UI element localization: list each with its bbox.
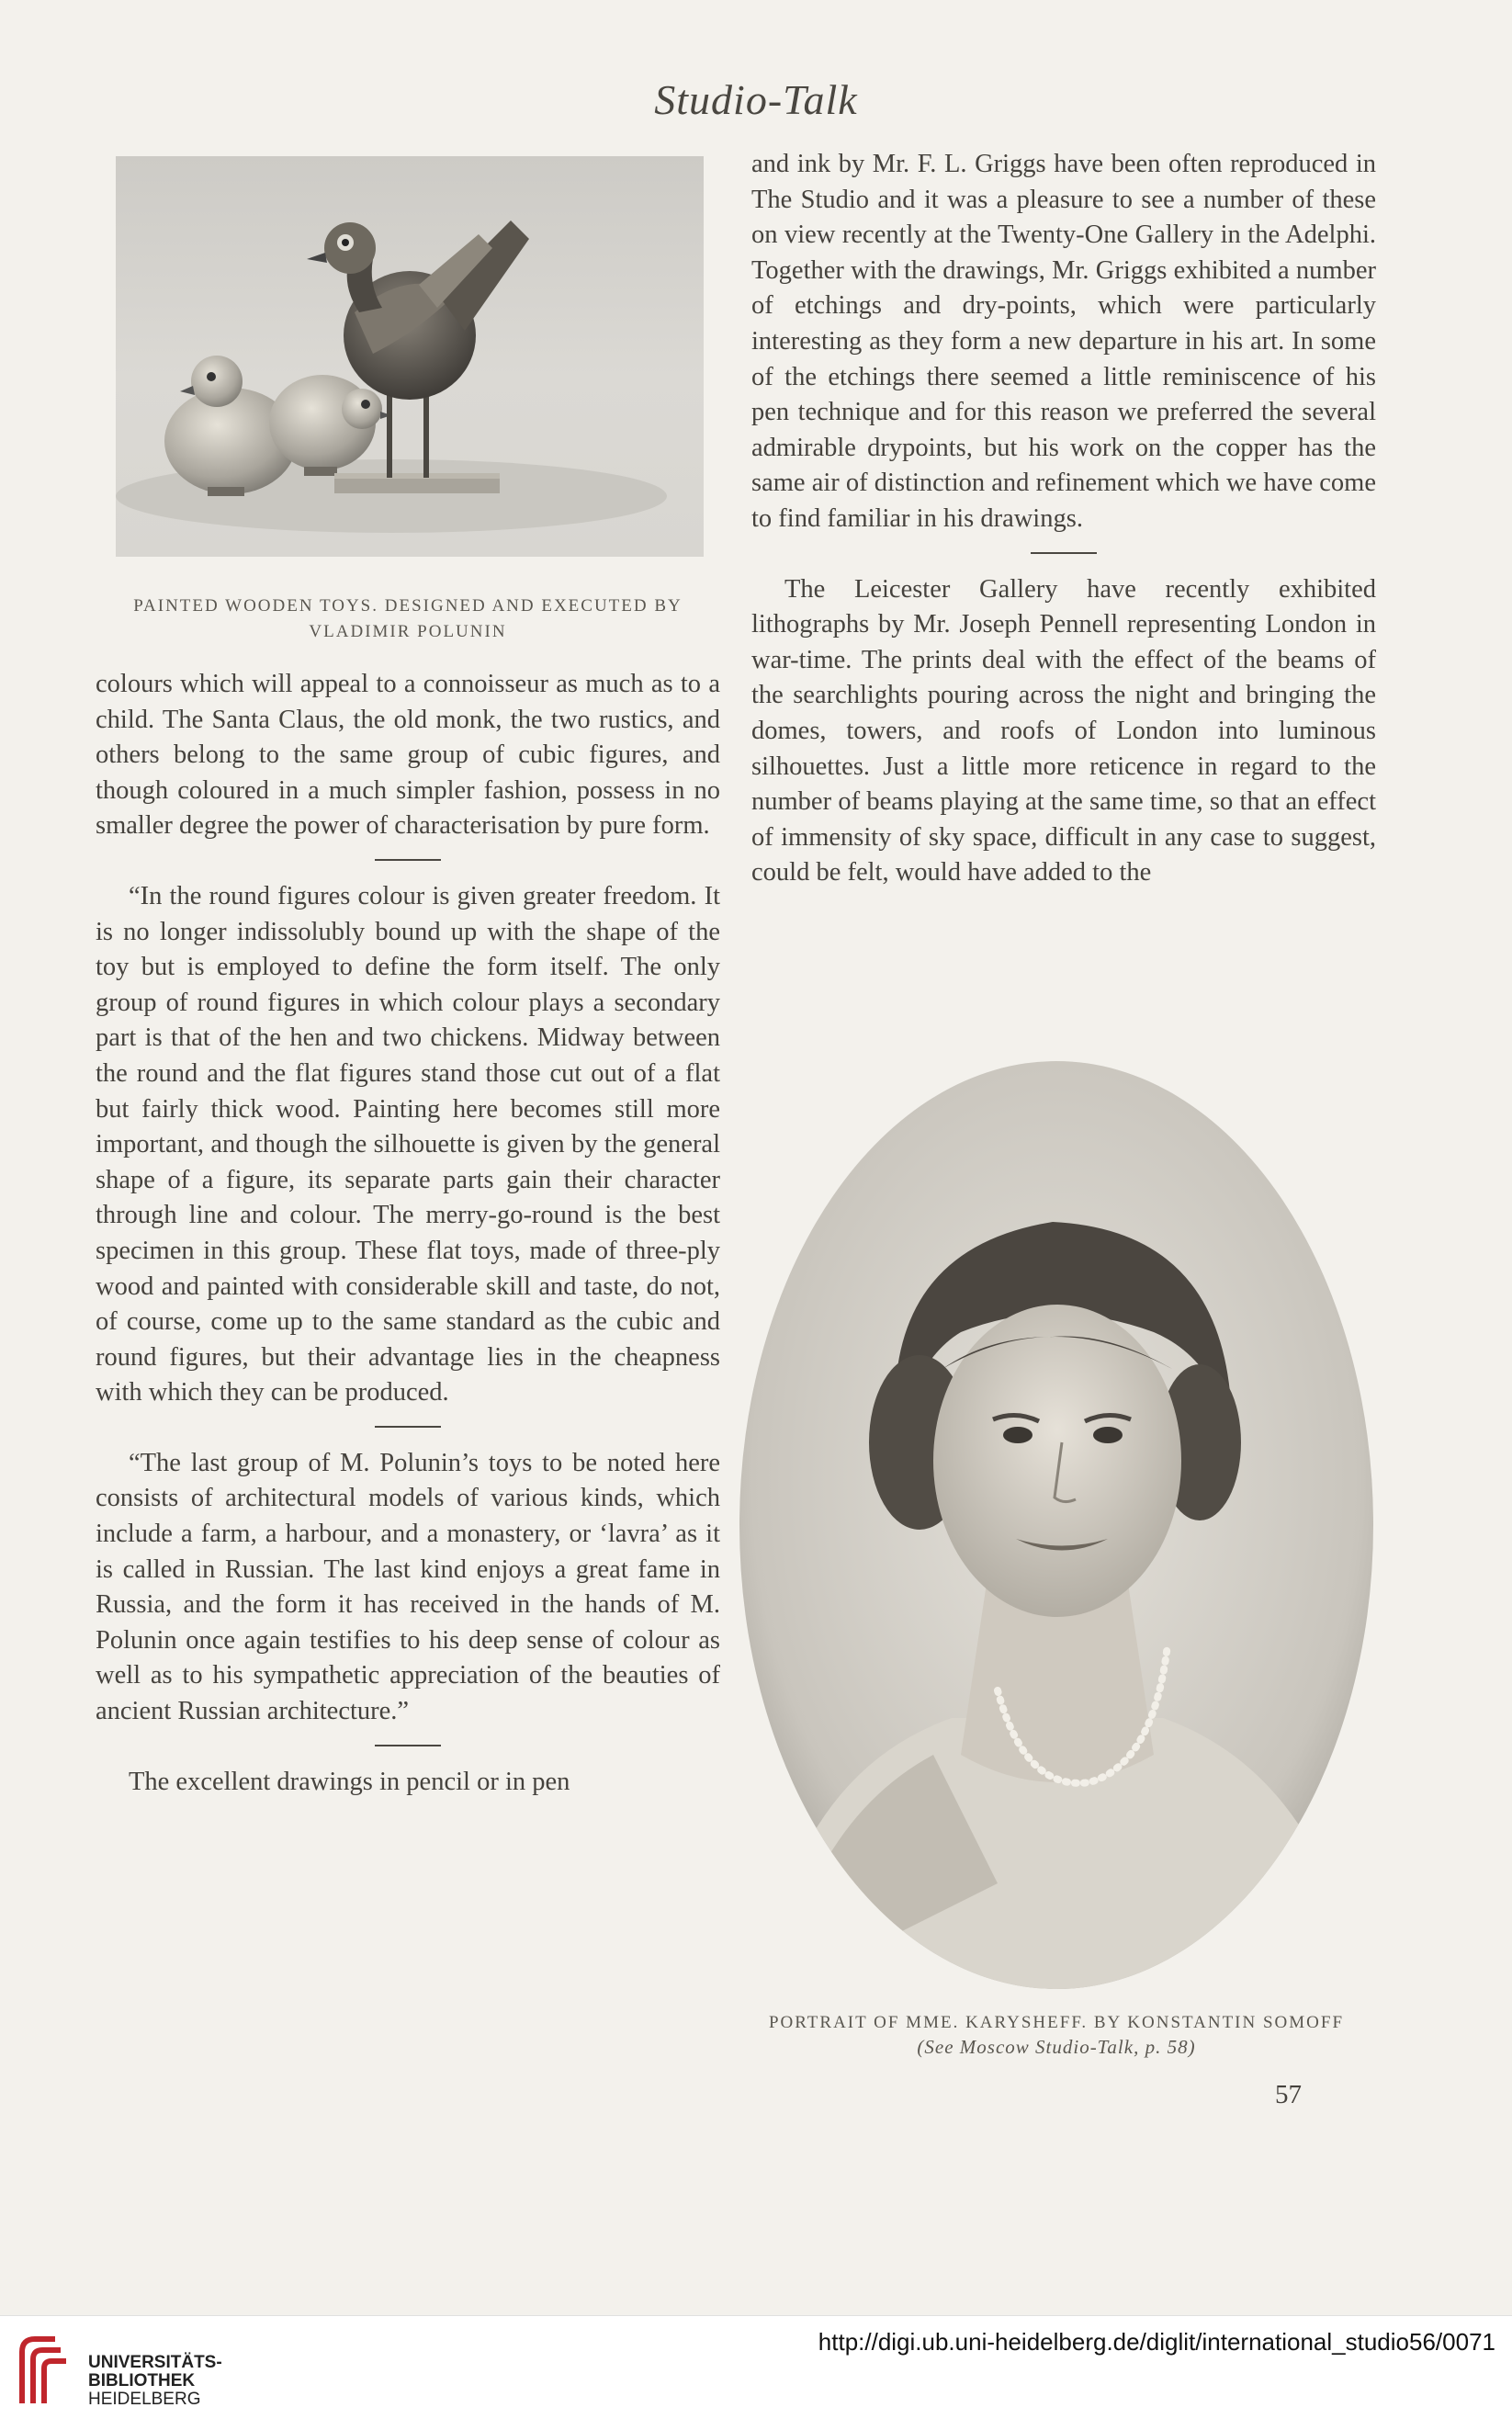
- portrait-illustration: [722, 1057, 1391, 1994]
- institution-line-2: BIBLIOTHEK: [88, 2371, 196, 2390]
- right-paragraph-2: The Leicester Gallery have recently exhibited lithographs by Mr. Joseph Pennell representing London in war-time. The prints deal with the effect of the beams of the searchlights pouring across the night and bringing the domes, towers, and roofs of London into luminous silhouettes. Just a little more reticence in regard to the number of beams playing at the same time, so that an effect of immensity of sky space, difficult in any case to suggest, could be felt, would have added to the: [751, 574, 1376, 887]
- section-rule: [375, 1745, 441, 1746]
- left-paragraph-4: The excellent drawings in pencil or in pen: [129, 1767, 570, 1796]
- right-paragraph-1: and ink by Mr. F. L. Griggs have been often reproduced in The Studio and it was a pleasure to see a number of these on view recently at the Twenty-One Gallery in the Adelphi. Together with the drawings, Mr. Griggs exhibited a number of etchings and dry-points, which were particularly interesting as they form a new departure in his art. In some of the etchings there seemed a little reminiscence of his pen technique and for this reason we preferred the several admirable drypoints, but his work on the copper has the same air of distinction and refinement which we have come to find familiar in his drawings.: [751, 150, 1376, 533]
- toys-illustration: [116, 156, 704, 557]
- portrait-caption-reference: (See Moscow Studio-Talk, p. 58): [917, 2036, 1196, 2058]
- section-rule: [375, 859, 441, 861]
- institution-line-1: UNIVERSITÄTS-: [88, 2353, 222, 2372]
- left-paragraph-2: “In the round figures colour is given greater freedom. It is no longer indissolubly bound up with the shape of the toy but is employed to define the form itself. The only group of round figures in which colour plays a secondary part is that of the hen and two chickens. Midway between the round and the flat figures stand those cut out of a flat but fairly thick wood. Painting here becomes still more important, and though the silhouette is given by the general shape of a figure, its separate parts gain their character through line and colour. The merry-go-round is the best specimen in this group. These flat toys, made of three-ply wood and painted with considerable skill and taste, do not, of course, come up to the same standard as the cubic and round figures, but their advantage lies in the cheapness with which they can be produced.: [96, 881, 720, 1407]
- section-rule: [1031, 552, 1097, 554]
- toys-caption: [96, 593, 720, 645]
- portrait-image: [722, 1057, 1391, 1994]
- section-rule: [375, 1426, 441, 1428]
- left-paragraph-1: colours which will appeal to a connoisseur as much as to a child. The Santa Claus, the old monk, the two rustics, and others belong to the same group of cubic figures, and though coloured in a much simpler fashion, possess in no smaller degree the power of characterisation by pure form.: [96, 670, 720, 841]
- portrait-caption: PORTRAIT OF MME. KARYSHEFF. BY KONSTANTIN SOMOFF: [768, 2013, 1345, 2032]
- toys-caption-line-2: VLADIMIR POLUNIN: [309, 622, 507, 641]
- toys-caption-line-1: PAINTED WOODEN TOYS. DESIGNED AND EXECUTED BY: [133, 596, 683, 616]
- university-logo-icon: [15, 2332, 73, 2409]
- toys-photograph: [116, 156, 704, 557]
- page-number: 57: [1275, 2080, 1302, 2109]
- running-head: Studio-Talk: [654, 76, 858, 123]
- left-paragraph-3: “The last group of M. Polunin’s toys to be noted here consists of architectural models of various kinds, which include a farm, a harbour, and a monastery, or ‘lavra’ as it is called in Russian. The last kind enjoys a great fame in Russia, and the form it has received in the hands of M. Polunin once again testifies to his deep sense of colour as well as to his sympathetic appreciation of the beauties of ancient Russian architecture.”: [96, 1448, 720, 1726]
- source-url-link[interactable]: http://digi.ub.uni-heidelberg.de/diglit/international_studio56/0071: [818, 2328, 1495, 2356]
- institution-name: [88, 2354, 222, 2409]
- institution-line-3: HEIDELBERG: [88, 2390, 201, 2409]
